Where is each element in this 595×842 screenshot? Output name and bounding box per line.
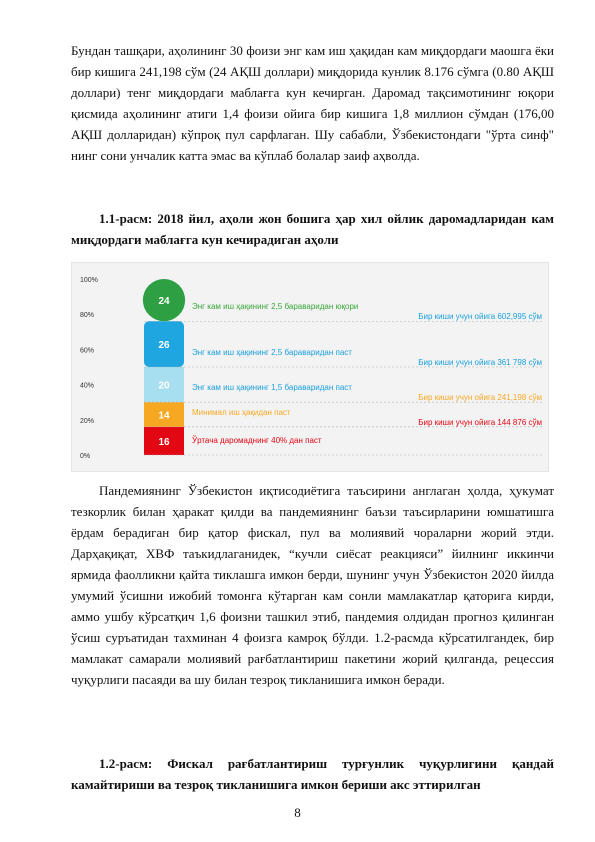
y-tick-label: 80% [80,312,95,320]
paragraph-1: Бундан ташқари, аҳолининг 30 фоизи энг кам иш ҳақидан кам миқдордаги маошга ёки бир кишига 241,198 сўм (24 АҚШ доллари) миқдорида кунлик 8.176 сўмга (0.80 АҚШ доллари) тенг миқдордаги маблағга кун кечирган. Даромад тақсимотининг юқори қисмида аҳолининг атиги 1,4 фоизи ойига бир кишига 1,8 миллион сўмдан (176,00 АҚШ долларидан) кўпроқ пул сарфлаган. Шу сабабли, Ўзбекистондаги "ўрта синф" нинг сони унчалик катта эмас ва кўплаб болалар заиф аҳволда. [71,43,554,163]
annotation-label: Ўртача даромаднинг 40% дан паст [192,436,322,445]
bar-value-label: 20 [158,380,170,392]
bar-value-label: 14 [158,410,170,422]
annotation-label: Энг кам иш ҳақининг 2,5 бараваридан паст [192,348,352,357]
annotation-label: Бир киши учун ойига 602,995 сўм [418,312,542,322]
page-number: 8 [294,805,301,820]
annotation-label: Минимал иш ҳақидан паст [192,407,291,417]
y-tick-label: 100% [80,277,98,284]
stacked-bar-chart [72,263,550,473]
y-tick-label: 0% [80,453,91,460]
annotation-label: Бир киши учун ойига 361 798 сўм [418,358,542,367]
annotation-label: Бир киши учун ойига 144 876 сўм [418,417,542,427]
figure-1-chart [71,262,549,472]
paragraph-2: Пандемиянинг Ўзбекистон иқтисодиётига таъсирини англаган ҳолда, ҳукумат тезкорлик билан ҳаракат қилди ва пандемиянинг баъзи таъсирларини юмшатишга ёрдам берадиган бир қатор фискал, пул ва молиявий чораларни жорий этди. Дарҳақиқат, ХВФ таъкидлаганидек, “кучли сиёсат реакцияси” йилнинг иккинчи ярмида фаолликни қайта тиклашга имкон берди, шунинг учун Ўзбекистон 2020 йилда умумий ўсишни ижобий томонга кўтарган кам сонли мамлакатлар қаторига кирди, аммо ушбу кўрсатқич 1,6 фоизни ташкил этиб, пандемия олдидан прогноз қилинган ўсиш суръатидан тахминан 4 фоизга камроқ бўлди. 1.2-расмда кўрсатилгандек, бир мамлакат самарали молиявий рағбатлантириш пакетини жорий қилганда, рецессия чуқурлиги пасаяди ва шу билан тезроқ тикланишига имкон беради. [71,483,554,687]
y-tick-label: 20% [80,417,95,425]
y-tick-label: 40% [80,382,95,390]
bar-value-label: 16 [158,436,170,448]
bar-value-label: 26 [158,340,170,352]
annotation-label: Бир киши учун ойига 241,198 сўм [418,393,542,403]
figure-1-caption: 1.1-расм: 2018 йил, аҳоли жон бошига ҳар хил ойлик даромадларидан кам миқдордаги маблағга кун кечирадиган аҳоли [71,211,554,247]
bar-value-label: 24 [158,296,170,308]
annotation-label: Энг кам иш ҳақининг 1,5 бараваридан паст [192,383,352,393]
figure-2-caption: 1.2-расм: Фискал рағбатлантириш турғунлик чуқурлигини қандай камайтириши ва тезроқ тикланишига имкон бериши акс эттирилган [71,756,554,792]
y-tick-label: 60% [80,347,95,355]
annotation-label: Энг кам иш ҳақининг 2,5 бараваридан юқори [192,302,359,312]
